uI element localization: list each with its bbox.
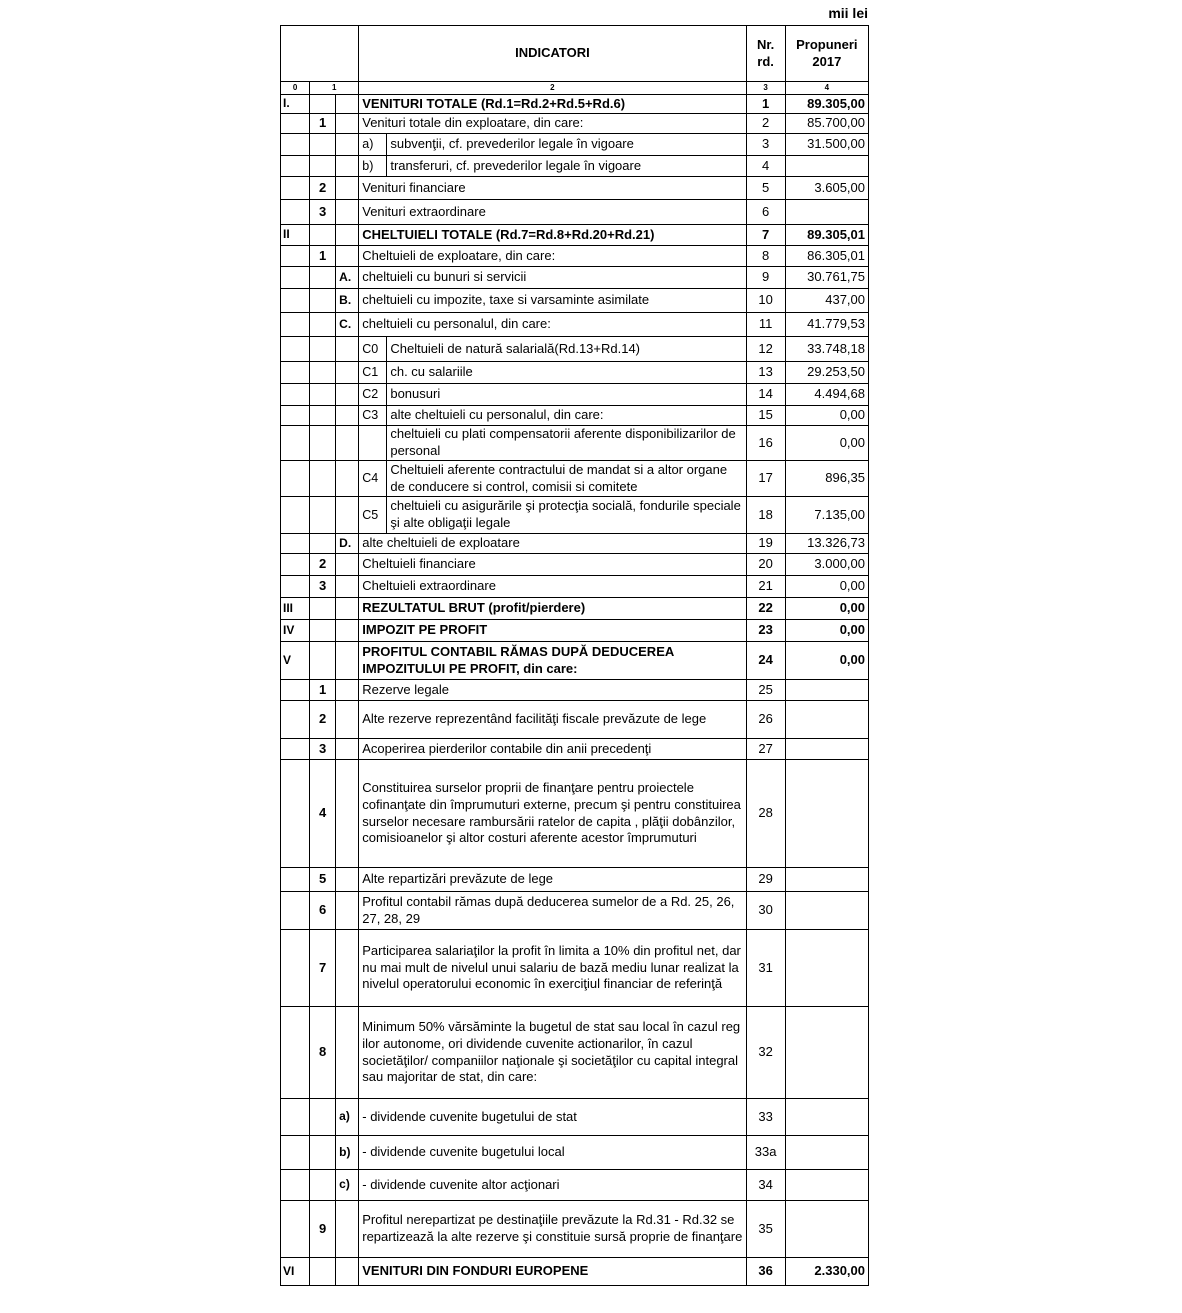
sub-index-cell: C4 [359, 461, 387, 497]
indicator-label: Alte rezerve reprezentând facilităţi fiscale prevăzute de lege [359, 701, 746, 739]
letter-index-cell [336, 868, 359, 892]
number-index-cell: 3 [310, 576, 336, 598]
row-number-cell: 26 [746, 701, 785, 739]
table-row [281, 534, 869, 554]
table-row [281, 739, 869, 760]
indicator-label: - dividende cuvenite altor acţionari [359, 1170, 746, 1201]
row-number-cell: 27 [746, 739, 785, 760]
number-index-cell [310, 1136, 336, 1170]
number-index-cell [310, 156, 336, 177]
number-index-cell [310, 225, 336, 246]
table-row [281, 1170, 869, 1201]
number-index-cell: 2 [310, 177, 336, 200]
indicator-label: Cheltuieli de exploatare, din care: [359, 246, 746, 267]
letter-index-cell [336, 598, 359, 620]
indicator-label: Constituirea surselor proprii de finanţare pentru proiectele cofinanţate din împrumuturi externe, precum şi pentru constituirea surselor necesare rambursării ratelor de capita , plăţii dobânzilor, comisioanelor şi altor costuri aferente acestor împrumuturi [359, 760, 746, 868]
row-number-cell: 24 [746, 642, 785, 680]
number-index-cell: 8 [310, 1007, 336, 1099]
row-number-cell: 36 [746, 1258, 785, 1286]
number-index-cell: 1 [310, 680, 336, 701]
indicator-label: Rezerve legale [359, 680, 746, 701]
number-index-cell [310, 337, 336, 362]
letter-index-cell [336, 930, 359, 1007]
value-cell [785, 760, 868, 868]
roman-index-cell [281, 930, 310, 1007]
row-number-cell: 21 [746, 576, 785, 598]
roman-index-cell [281, 426, 310, 461]
row-number-cell: 28 [746, 760, 785, 868]
roman-index-cell: VI [281, 1258, 310, 1286]
row-number-cell: 14 [746, 384, 785, 406]
indicator-label: Cheltuieli de natură salarială(Rd.13+Rd.14) [387, 337, 746, 362]
row-number-cell: 22 [746, 598, 785, 620]
value-cell: 33.748,18 [785, 337, 868, 362]
value-cell [785, 930, 868, 1007]
indicator-label: VENITURI DIN FONDURI EUROPENE [359, 1258, 746, 1286]
roman-index-cell [281, 156, 310, 177]
number-index-cell: 7 [310, 930, 336, 1007]
indicator-label: Venituri totale din exploatare, din care: [359, 114, 746, 134]
sub-index-cell: a) [359, 134, 387, 156]
table-row [281, 362, 869, 384]
row-number-cell: 35 [746, 1201, 785, 1258]
row-number-cell: 7 [746, 225, 785, 246]
table-row [281, 930, 869, 1007]
row-number-cell: 29 [746, 868, 785, 892]
table-row [281, 225, 869, 246]
sub-index-cell: C2 [359, 384, 387, 406]
unit-label: mii lei [828, 5, 868, 21]
row-number-cell: 9 [746, 267, 785, 289]
value-cell: 0,00 [785, 642, 868, 680]
letter-index-cell: D. [336, 534, 359, 554]
letter-index-cell [336, 406, 359, 426]
row-number-cell: 34 [746, 1170, 785, 1201]
indicator-label: Venituri financiare [359, 177, 746, 200]
number-index-cell: 3 [310, 739, 336, 760]
number-index-cell: 2 [310, 701, 336, 739]
indicator-label: PROFITUL CONTABIL RĂMAS DUPĂ DEDUCEREA IMPOZITULUI PE PROFIT, din care: [359, 642, 746, 680]
roman-index-cell [281, 760, 310, 868]
table-row [281, 114, 869, 134]
table-row [281, 246, 869, 267]
letter-index-cell [336, 114, 359, 134]
value-cell [785, 156, 868, 177]
value-cell: 31.500,00 [785, 134, 868, 156]
roman-index-cell [281, 701, 310, 739]
number-index-cell [310, 134, 336, 156]
column-index: 3 [746, 82, 785, 95]
roman-index-cell [281, 177, 310, 200]
indicator-label: Profitul nerepartizat pe destinaţiile prevăzute la Rd.31 - Rd.32 se repartizează la alte rezerve şi constituie sursă proprie de finanţare [359, 1201, 746, 1258]
number-index-cell [310, 384, 336, 406]
table-row [281, 680, 869, 701]
indicator-label: subvenţii, cf. prevederilor legale în vigoare [387, 134, 746, 156]
table-row [281, 892, 869, 930]
indicator-label: REZULTATUL BRUT (profit/pierdere) [359, 598, 746, 620]
row-number-cell: 33a [746, 1136, 785, 1170]
number-index-cell [310, 642, 336, 680]
indicator-label: alte cheltuieli cu personalul, din care: [387, 406, 746, 426]
roman-index-cell [281, 868, 310, 892]
indicator-label: ch. cu salariile [387, 362, 746, 384]
value-cell: 13.326,73 [785, 534, 868, 554]
table-row [281, 95, 869, 114]
table-row [281, 200, 869, 225]
letter-index-cell [336, 156, 359, 177]
row-number-cell: 31 [746, 930, 785, 1007]
column-index: 1 [310, 82, 359, 95]
indicator-label: cheltuieli cu asigurările şi protecţia socială, fondurile speciale şi alte obligaţii legale [387, 497, 746, 534]
indicator-label: CHELTUIELI TOTALE (Rd.7=Rd.8+Rd.20+Rd.21) [359, 225, 746, 246]
roman-index-cell [281, 267, 310, 289]
row-number-cell: 12 [746, 337, 785, 362]
letter-index-cell: a) [336, 1099, 359, 1136]
table-row [281, 177, 869, 200]
table-row [281, 598, 869, 620]
letter-index-cell [336, 426, 359, 461]
roman-index-cell: V [281, 642, 310, 680]
letter-index-cell [336, 620, 359, 642]
letter-index-cell: b) [336, 1136, 359, 1170]
letter-index-cell [336, 739, 359, 760]
value-cell: 7.135,00 [785, 497, 868, 534]
row-number-cell: 2 [746, 114, 785, 134]
table-row [281, 267, 869, 289]
value-cell [785, 1201, 868, 1258]
value-cell [785, 680, 868, 701]
row-number-cell: 15 [746, 406, 785, 426]
table-row [281, 134, 869, 156]
table-row [281, 576, 869, 598]
number-index-cell: 6 [310, 892, 336, 930]
indicator-label: Cheltuieli extraordinare [359, 576, 746, 598]
number-index-cell: 2 [310, 554, 336, 576]
number-index-cell [310, 267, 336, 289]
roman-index-cell: IV [281, 620, 310, 642]
letter-index-cell: B. [336, 289, 359, 313]
letter-index-cell [336, 362, 359, 384]
row-number-cell: 3 [746, 134, 785, 156]
indicator-label: Acoperirea pierderilor contabile din anii precedenţi [359, 739, 746, 760]
letter-index-cell [336, 576, 359, 598]
indicator-label: Minimum 50% vărsăminte la bugetul de stat sau local în cazul reg ilor autonome, ori dividende cuvenite actionarilor, în cazul societăţilor/ companiilor naţionale şi societăţilor cu capital integral sau majoritar de stat, din care: [359, 1007, 746, 1099]
indicator-label: cheltuieli cu bunuri si servicii [359, 267, 746, 289]
letter-index-cell: C. [336, 313, 359, 337]
value-cell [785, 739, 868, 760]
letter-index-cell [336, 497, 359, 534]
sub-index-cell: C0 [359, 337, 387, 362]
letter-index-cell [336, 1201, 359, 1258]
letter-index-cell [336, 246, 359, 267]
indicator-label: VENITURI TOTALE (Rd.1=Rd.2+Rd.5+Rd.6) [359, 95, 746, 114]
roman-index-cell: III [281, 598, 310, 620]
value-cell [785, 200, 868, 225]
row-number-cell: 11 [746, 313, 785, 337]
sub-index-cell: C1 [359, 362, 387, 384]
indicator-label: bonusuri [387, 384, 746, 406]
row-number-cell: 32 [746, 1007, 785, 1099]
roman-index-cell: II [281, 225, 310, 246]
letter-index-cell [336, 134, 359, 156]
number-index-cell [310, 461, 336, 497]
table-row [281, 620, 869, 642]
number-index-cell [310, 289, 336, 313]
row-number-cell: 4 [746, 156, 785, 177]
roman-index-cell: I. [281, 95, 310, 114]
budget-table [280, 25, 869, 1286]
header-blank-cell [281, 26, 359, 82]
table-row [281, 1258, 869, 1286]
roman-index-cell [281, 892, 310, 930]
value-cell: 89.305,01 [785, 225, 868, 246]
value-cell: 0,00 [785, 406, 868, 426]
indicator-label: cheltuieli cu impozite, taxe si varsaminte asimilate [359, 289, 746, 313]
value-cell: 0,00 [785, 426, 868, 461]
number-index-cell [310, 406, 336, 426]
roman-index-cell [281, 313, 310, 337]
roman-index-cell [281, 680, 310, 701]
indicator-label: Cheltuieli financiare [359, 554, 746, 576]
header-indicatori: INDICATORI [359, 26, 746, 82]
roman-index-cell [281, 114, 310, 134]
value-cell [785, 868, 868, 892]
column-index: 0 [281, 82, 310, 95]
sub-index-cell: C5 [359, 497, 387, 534]
roman-index-cell [281, 534, 310, 554]
column-index-row [281, 82, 869, 95]
value-cell: 85.700,00 [785, 114, 868, 134]
number-index-cell [310, 95, 336, 114]
value-cell: 30.761,75 [785, 267, 868, 289]
value-cell: 89.305,00 [785, 95, 868, 114]
column-index: 2 [359, 82, 746, 95]
value-cell [785, 701, 868, 739]
table-row [281, 156, 869, 177]
number-index-cell [310, 1258, 336, 1286]
roman-index-cell [281, 576, 310, 598]
value-cell: 29.253,50 [785, 362, 868, 384]
letter-index-cell [336, 642, 359, 680]
row-number-cell: 19 [746, 534, 785, 554]
number-index-cell: 5 [310, 868, 336, 892]
header-row [281, 26, 869, 82]
value-cell [785, 1099, 868, 1136]
number-index-cell [310, 598, 336, 620]
value-cell: 3.000,00 [785, 554, 868, 576]
roman-index-cell [281, 289, 310, 313]
value-cell: 41.779,53 [785, 313, 868, 337]
header-propuneri: Propuneri 2017 [785, 26, 868, 82]
indicator-label: Venituri extraordinare [359, 200, 746, 225]
letter-index-cell [336, 554, 359, 576]
roman-index-cell [281, 554, 310, 576]
row-number-cell: 10 [746, 289, 785, 313]
row-number-cell: 25 [746, 680, 785, 701]
indicator-label: cheltuieli cu plati compensatorii aferente disponibilizarilor de personal [387, 426, 746, 461]
roman-index-cell [281, 337, 310, 362]
number-index-cell: 4 [310, 760, 336, 868]
value-cell [785, 1136, 868, 1170]
value-cell [785, 1170, 868, 1201]
value-cell [785, 1007, 868, 1099]
indicator-label: IMPOZIT PE PROFIT [359, 620, 746, 642]
table-row [281, 384, 869, 406]
table-row [281, 868, 869, 892]
row-number-cell: 18 [746, 497, 785, 534]
number-index-cell: 1 [310, 114, 336, 134]
number-index-cell [310, 313, 336, 337]
value-cell: 0,00 [785, 620, 868, 642]
roman-index-cell [281, 362, 310, 384]
roman-index-cell [281, 739, 310, 760]
indicator-label: Alte repartizări prevăzute de lege [359, 868, 746, 892]
letter-index-cell [336, 177, 359, 200]
value-cell: 437,00 [785, 289, 868, 313]
letter-index-cell: A. [336, 267, 359, 289]
table-row [281, 760, 869, 868]
row-number-cell: 20 [746, 554, 785, 576]
letter-index-cell [336, 384, 359, 406]
table-row [281, 337, 869, 362]
roman-index-cell [281, 1007, 310, 1099]
letter-index-cell [336, 892, 359, 930]
roman-index-cell [281, 384, 310, 406]
letter-index-cell [336, 95, 359, 114]
value-cell [785, 892, 868, 930]
table-row [281, 554, 869, 576]
indicator-label: Cheltuieli aferente contractului de mandat si a altor organe de conducere si control, comisii si comitete [387, 461, 746, 497]
indicator-label: transferuri, cf. prevederilor legale în vigoare [387, 156, 746, 177]
letter-index-cell [336, 1258, 359, 1286]
table-row [281, 406, 869, 426]
sub-index-cell: C3 [359, 406, 387, 426]
roman-index-cell [281, 200, 310, 225]
table-row [281, 497, 869, 534]
row-number-cell: 8 [746, 246, 785, 267]
number-index-cell [310, 534, 336, 554]
roman-index-cell [281, 1136, 310, 1170]
value-cell: 0,00 [785, 598, 868, 620]
roman-index-cell [281, 134, 310, 156]
table-row [281, 313, 869, 337]
table-row [281, 642, 869, 680]
row-number-cell: 5 [746, 177, 785, 200]
indicator-label: Participarea salariaţilor la profit în limita a 10% din profitul net, dar nu mai mult de nivelul unui salariu de bază mediu lunar realizat la nivelul operatorului economic în exerciţiul financiar de referinţă [359, 930, 746, 1007]
row-number-cell: 6 [746, 200, 785, 225]
number-index-cell: 9 [310, 1201, 336, 1258]
roman-index-cell [281, 406, 310, 426]
table-row [281, 289, 869, 313]
row-number-cell: 17 [746, 461, 785, 497]
roman-index-cell [281, 1170, 310, 1201]
table-row [281, 426, 869, 461]
table-row [281, 1136, 869, 1170]
row-number-cell: 1 [746, 95, 785, 114]
header-nr-rd: Nr. rd. [746, 26, 785, 82]
number-index-cell: 1 [310, 246, 336, 267]
roman-index-cell [281, 461, 310, 497]
roman-index-cell [281, 497, 310, 534]
letter-index-cell [336, 225, 359, 246]
indicator-label: cheltuieli cu personalul, din care: [359, 313, 746, 337]
row-number-cell: 16 [746, 426, 785, 461]
column-index: 4 [785, 82, 868, 95]
indicator-label: - dividende cuvenite bugetului de stat [359, 1099, 746, 1136]
row-number-cell: 13 [746, 362, 785, 384]
roman-index-cell [281, 1201, 310, 1258]
row-number-cell: 23 [746, 620, 785, 642]
letter-index-cell [336, 461, 359, 497]
number-index-cell [310, 362, 336, 384]
value-cell: 4.494,68 [785, 384, 868, 406]
letter-index-cell: c) [336, 1170, 359, 1201]
number-index-cell: 3 [310, 200, 336, 225]
letter-index-cell [336, 200, 359, 225]
roman-index-cell [281, 246, 310, 267]
letter-index-cell [336, 337, 359, 362]
table-row [281, 1007, 869, 1099]
letter-index-cell [336, 760, 359, 868]
table-row [281, 1201, 869, 1258]
row-number-cell: 33 [746, 1099, 785, 1136]
letter-index-cell [336, 1007, 359, 1099]
value-cell: 0,00 [785, 576, 868, 598]
value-cell: 896,35 [785, 461, 868, 497]
value-cell: 2.330,00 [785, 1258, 868, 1286]
value-cell: 3.605,00 [785, 177, 868, 200]
row-number-cell: 30 [746, 892, 785, 930]
indicator-label: - dividende cuvenite bugetului local [359, 1136, 746, 1170]
roman-index-cell [281, 1099, 310, 1136]
number-index-cell [310, 620, 336, 642]
number-index-cell [310, 426, 336, 461]
sub-index-cell: b) [359, 156, 387, 177]
number-index-cell [310, 497, 336, 534]
value-cell: 86.305,01 [785, 246, 868, 267]
indicator-label: alte cheltuieli de exploatare [359, 534, 746, 554]
number-index-cell [310, 1099, 336, 1136]
letter-index-cell [336, 701, 359, 739]
sub-index-cell [359, 426, 387, 461]
number-index-cell [310, 1170, 336, 1201]
letter-index-cell [336, 680, 359, 701]
table-row [281, 461, 869, 497]
table-row [281, 1099, 869, 1136]
table-row [281, 701, 869, 739]
indicator-label: Profitul contabil rămas după deducerea sumelor de a Rd. 25, 26, 27, 28, 29 [359, 892, 746, 930]
